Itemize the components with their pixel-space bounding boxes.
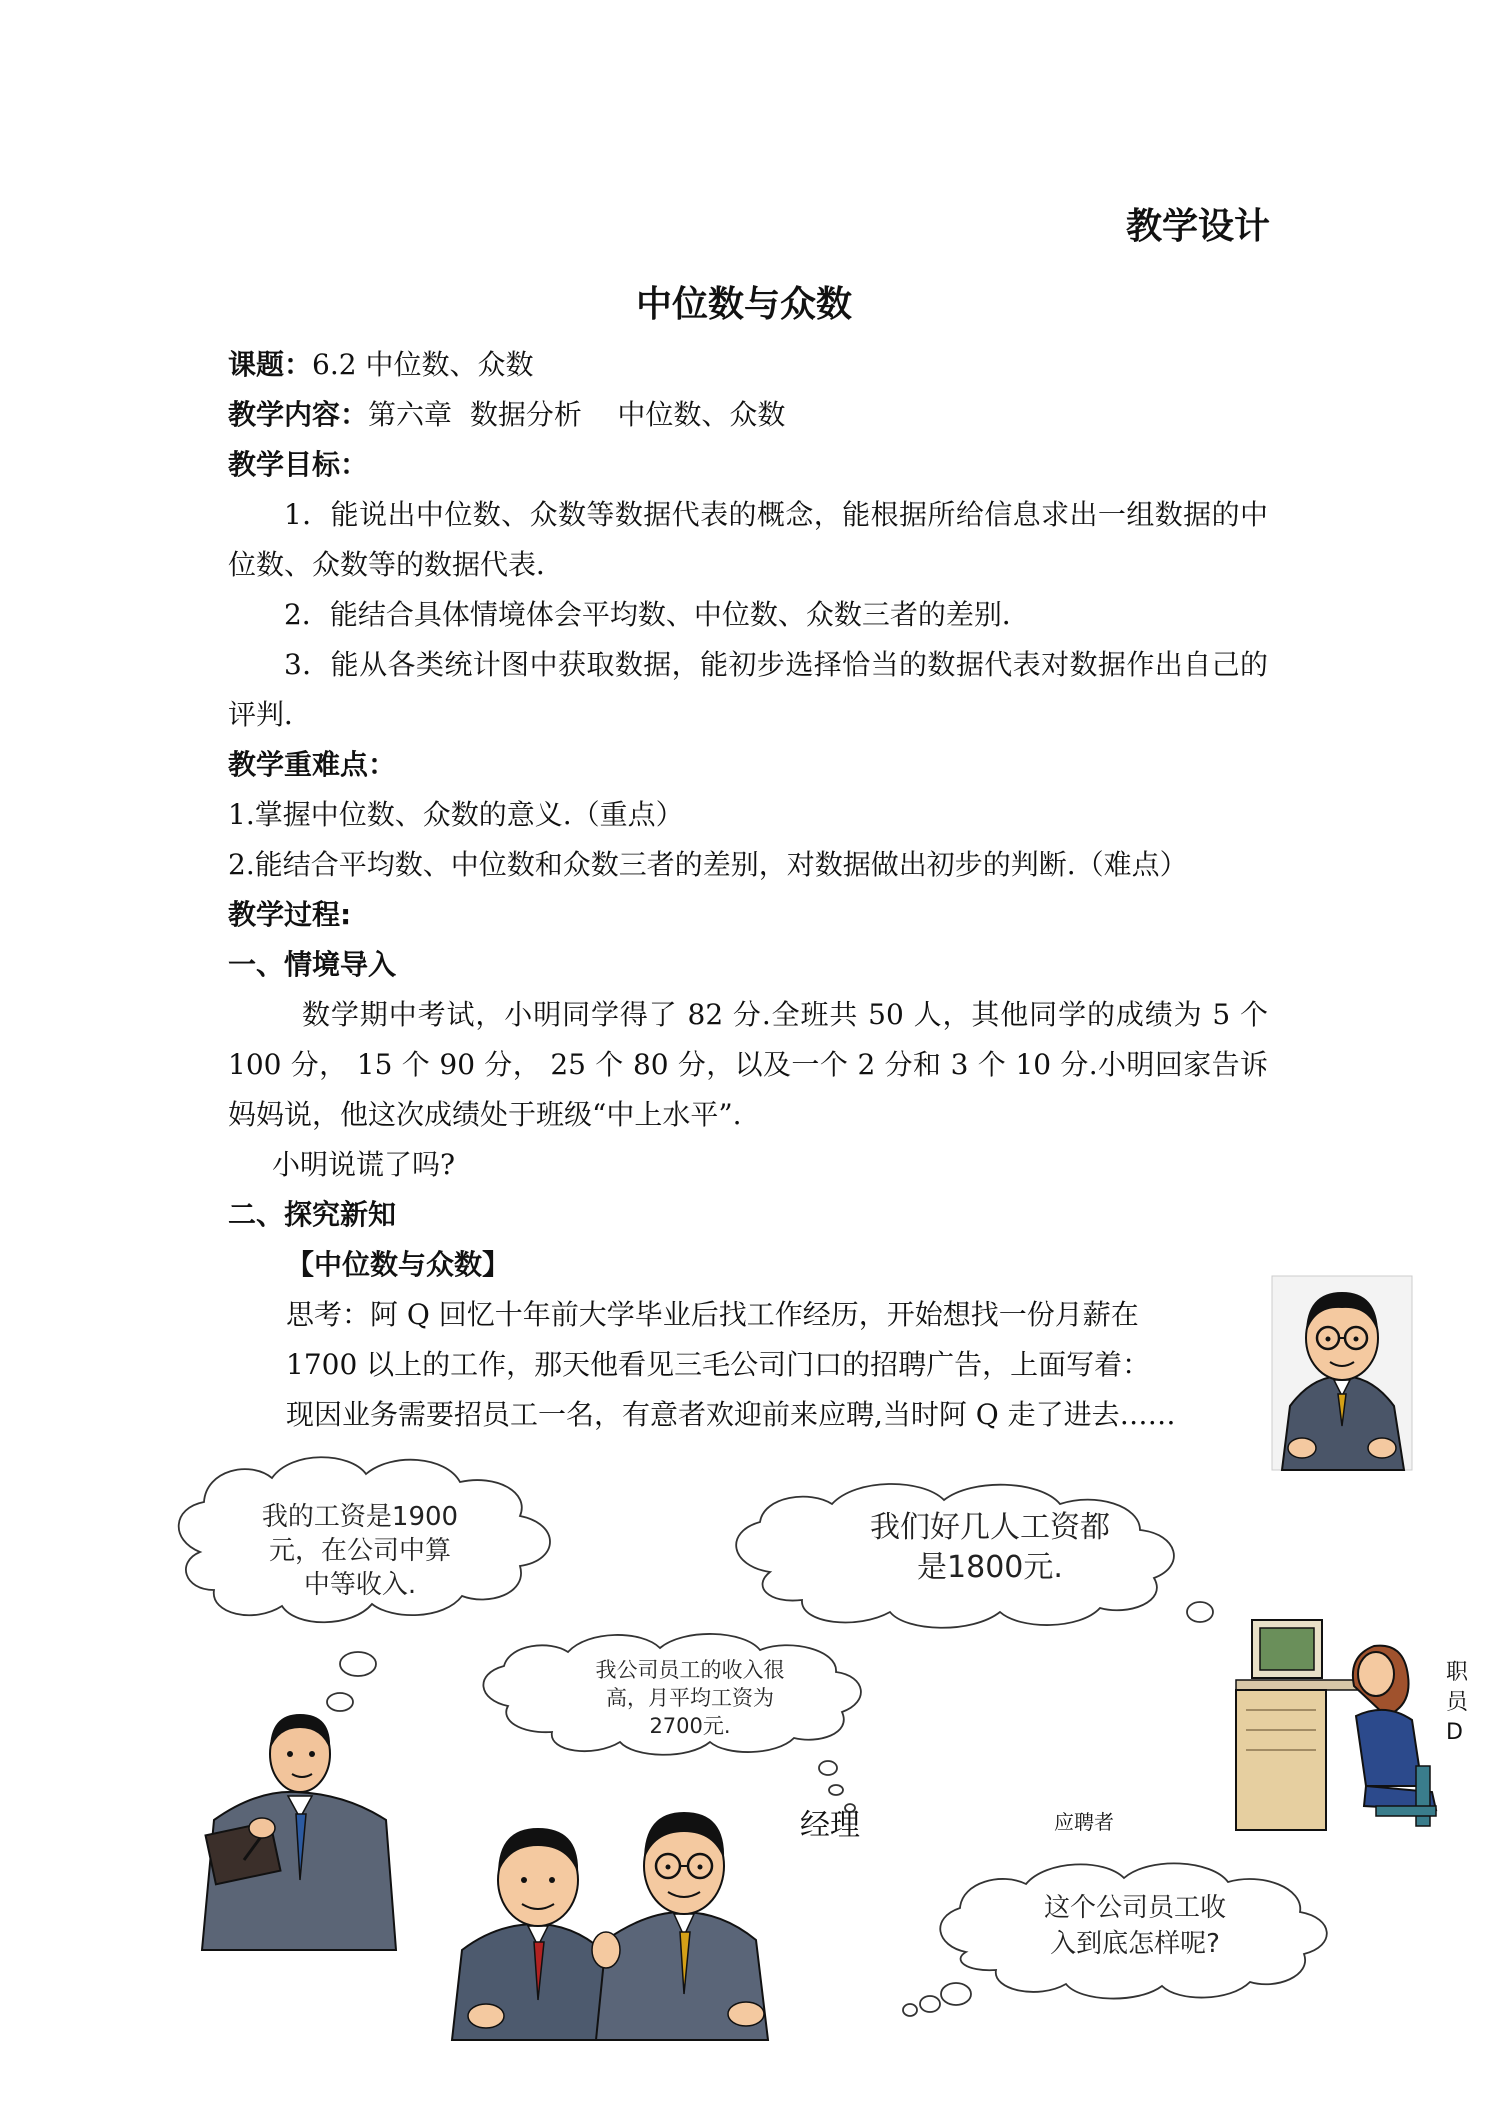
document-type: 教学设计 bbox=[1125, 206, 1270, 247]
section2-heading: 二、探究新知 bbox=[228, 1198, 397, 1231]
bubble-line: 2700元. bbox=[649, 1714, 731, 1738]
applicant-label: 应聘者 bbox=[1054, 1810, 1114, 1834]
bubble-employee-text bbox=[240, 1500, 480, 1602]
section2-subheading: 【中位数与众数】 bbox=[286, 1248, 511, 1281]
bubble-line: 我公司员工的收入很 bbox=[595, 1658, 785, 1682]
employee-at-computer-figure bbox=[1236, 1620, 1436, 1830]
bubble-line: 入到底怎样呢? bbox=[1050, 1929, 1220, 1959]
bubble-line: 元，在公司中算 bbox=[268, 1536, 451, 1566]
think-line: 1700 以上的工作，那天他看见三毛公司门口的招聘广告，上面写着： bbox=[286, 1348, 1151, 1381]
bubble-line: 我的工资是1900 bbox=[261, 1502, 459, 1532]
section1-heading: 一、情境导入 bbox=[228, 948, 397, 981]
process-heading: 教学过程: bbox=[228, 898, 352, 931]
bubble-staff-text bbox=[800, 1508, 1180, 1588]
bubble-line: 这个公司员工收 bbox=[1043, 1893, 1226, 1923]
bubble-applicant-text bbox=[1000, 1890, 1270, 1962]
page-title: 中位数与众数 bbox=[635, 284, 852, 325]
thinking-man-figure bbox=[1272, 1276, 1412, 1470]
manager-label: 经理 bbox=[800, 1808, 860, 1843]
key-point-item: 1.掌握中位数、众数的意义.（重点） bbox=[228, 798, 684, 831]
content-label: 教学内容： bbox=[228, 398, 369, 431]
man-with-notebook-figure bbox=[202, 1714, 396, 1950]
key-point-item: 2.能结合平均数、中位数和众数三者的差别，对数据做出初步的判断.（难点） bbox=[228, 848, 1188, 881]
section1-paragraph: 数学期中考试，小明同学得了 82 分.全班共 50 人，其他同学的成绩为 5 个 100 分， 15 个 90 分， 25 个 80 分，以及一个 2 分和 3 个 10 分.小明回家告诉妈妈说，他这次成绩处于班级“中上水平”. bbox=[228, 998, 1268, 1131]
content-value: 第六章 数据分析 中位数、众数 bbox=[368, 398, 786, 431]
bubble-line: 我们好几人工资都 bbox=[870, 1510, 1110, 1545]
objective-item: 2．能结合具体情境体会平均数、中位数、众数三者的差别． bbox=[284, 598, 1030, 631]
objectives-heading: 教学目标： bbox=[228, 448, 369, 481]
think-line: 现因业务需要招员工一名，有意者欢迎前来应聘,当时阿 Q 走了进去…… bbox=[286, 1398, 1176, 1431]
think-line: 思考：阿 Q 回忆十年前大学毕业后找工作经历，开始想找一份月薪在 bbox=[286, 1298, 1139, 1331]
section1-question: 小明说谎了吗? bbox=[272, 1148, 456, 1181]
label-char: 员 bbox=[1446, 1690, 1469, 1715]
bubble-manager-text bbox=[560, 1656, 820, 1740]
bubble-line: 中等收入. bbox=[303, 1570, 417, 1600]
objective-item: 3．能从各类统计图中获取数据，能初步选择恰当的数据代表对数据作出自己的评判． bbox=[228, 648, 1268, 731]
objective-item: 1．能说出中位数、众数等数据代表的概念，能根据所给信息求出一组数据的中位数、众数等的数据代表． bbox=[228, 498, 1268, 581]
bubble-line: 是1800元. bbox=[917, 1550, 1063, 1585]
employee-d-label bbox=[1446, 1658, 1468, 1748]
topic-label: 课题： bbox=[228, 348, 313, 381]
bubble-line: 高，月平均工资为 bbox=[606, 1686, 774, 1710]
key-points-heading: 教学重难点： bbox=[228, 748, 397, 781]
label-char: 职 bbox=[1446, 1660, 1469, 1685]
two-managers-figure bbox=[452, 1812, 768, 2040]
topic-value: 6.2 中位数、众数 bbox=[312, 348, 534, 381]
label-char: D bbox=[1446, 1720, 1463, 1745]
